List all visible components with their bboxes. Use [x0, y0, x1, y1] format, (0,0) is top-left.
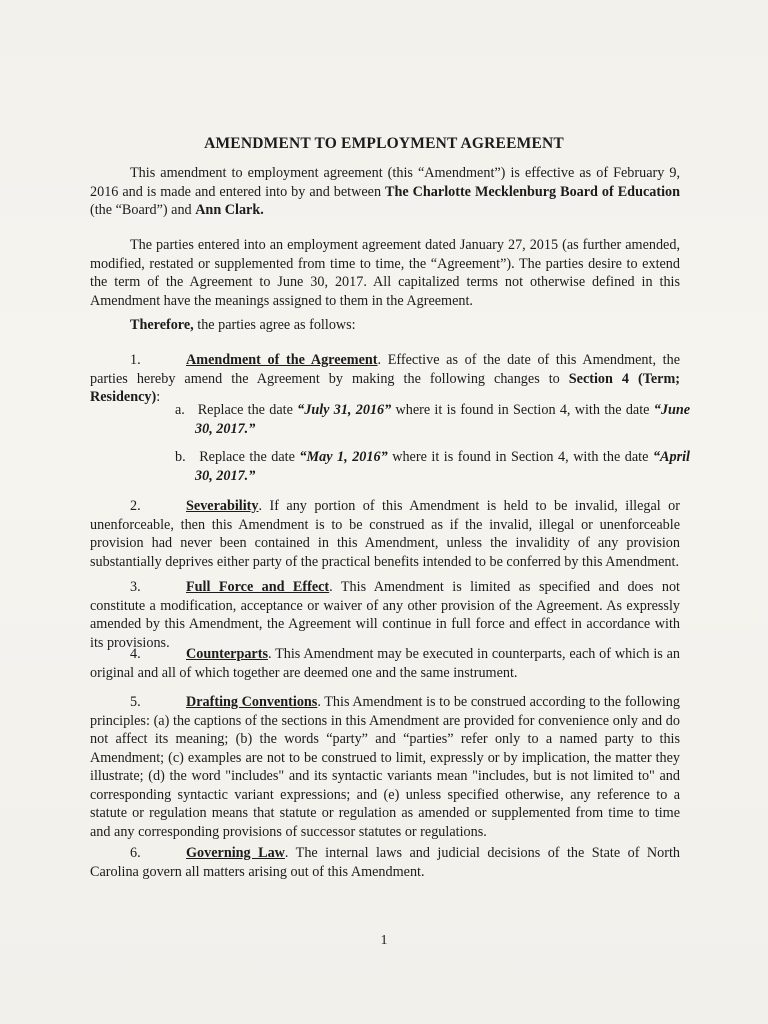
subsection-text-1: Replace the date	[197, 402, 298, 418]
section-text: . If any portion of this Amendment is held to be invalid, illegal or unenforceable, then this Amendment is to be construed as if the invalid, illegal or unenforceable provision had never been contained in this Amendment, unless the invalidity of any provision substantially deprives either party of the practical benefits intended to be conferred by this Amendment.	[90, 498, 680, 570]
section-text: . This Amendment is limited as specified and does not constitute a modification, acceptance or waiver of any other provision of the Agreement. As expressly amended by this Amendment, the Agreement will continue in full force and effect in accordance with its provisions.	[90, 579, 680, 651]
new-date: “April 30, 2017.”	[195, 449, 690, 484]
section-4	[90, 645, 680, 682]
subsection-a	[175, 401, 690, 438]
section-text-1: . Effective as of the date of this Amendment, the parties hereby amend the Agreement by making the following changes to	[90, 352, 681, 387]
section-heading: Amendment of the Agreement	[186, 352, 378, 368]
section-heading: Severability	[186, 498, 259, 514]
therefore-text: the parties agree as follows:	[193, 317, 356, 333]
section-text: . The internal laws and judicial decisions of the State of North Carolina govern all matters arising out of this Amendment.	[90, 845, 680, 880]
section-text: . This Amendment may be executed in counterparts, each of which is an original and all of which together are deemed one and the same instrument.	[90, 646, 680, 681]
section-number: 6.	[130, 845, 141, 861]
old-date: “July 31, 2016”	[297, 402, 392, 418]
document-title: AMENDMENT TO EMPLOYMENT AGREEMENT	[204, 135, 564, 152]
new-date: “June 30, 2017.”	[195, 402, 691, 437]
subsection-letter: a.	[175, 402, 185, 418]
background-paragraph: The parties entered into an employment agreement dated January 27, 2015 (as further amended, modified, restated or supplemented from time to time, the “Agreement”). The parties desire to extend the term of the Agreement to June 30, 2017. All capitalized terms not otherwise defined in this Amendment have the meanings assigned to them in the Agreement.	[90, 237, 680, 309]
section-2	[90, 497, 680, 571]
old-date: “May 1, 2016”	[299, 449, 388, 465]
intro-text-1: This amendment to employment agreement (this “Amendment”) is effective as of February 9, 2016 and is made and entered into by and between	[90, 165, 680, 200]
section-number: 5.	[130, 694, 141, 710]
section-text: . This Amendment is to be construed according to the following principles: (a) the captions of the sections in this Amendment are provided for convenience only and do not affect its meaning; (b) the words “party” and “parties” refer only to a named party to this Amendment; (c) examples are not to be construed to limit, expressly or by implication, the matter they illustrate; (d) the word "includes" and its syntactic variants mean "includes, but is not limited to" and corresponding syntactic variant expressions; and (e) unless specified otherwise, any reference to a statute or regulation means that statute or regulation as amended or supplemented from time to time and any corresponding provisions of successor statutes or regulations.	[90, 694, 680, 840]
subsection-text-2: where it is found in Section 4, with the date	[391, 402, 654, 418]
therefore-paragraph	[90, 316, 680, 335]
section-number: 4.	[130, 646, 141, 662]
subsection-text-1: Replace the date	[199, 449, 300, 465]
section-number: 2.	[130, 498, 141, 514]
section-3	[90, 578, 680, 652]
section-number: 1.	[130, 352, 141, 368]
section-heading: Governing Law	[186, 845, 285, 861]
section-5	[90, 693, 680, 841]
page-number: 1	[380, 933, 388, 948]
section-number: 3.	[130, 579, 141, 595]
section-heading: Counterparts	[186, 646, 268, 662]
section-heading: Drafting Conventions	[186, 694, 318, 710]
section-heading: Full Force and Effect	[186, 579, 330, 595]
subsection-text-2: where it is found in Section 4, with the date	[387, 449, 653, 465]
intro-paragraph	[90, 164, 680, 220]
section-6	[90, 844, 680, 881]
person-name: Ann Clark.	[195, 202, 264, 218]
board-name: The Charlotte Mecklenburg Board of Education	[385, 183, 680, 200]
intro-text-2: (the “Board”) and	[90, 202, 196, 218]
section-reference: Section 4 (Term; Residency)	[90, 370, 680, 405]
subsection-letter: b.	[175, 449, 186, 465]
section-text-2: :	[156, 389, 161, 405]
subsection-b	[175, 448, 690, 485]
therefore-lead: Therefore,	[130, 317, 194, 333]
section-1	[90, 351, 680, 407]
